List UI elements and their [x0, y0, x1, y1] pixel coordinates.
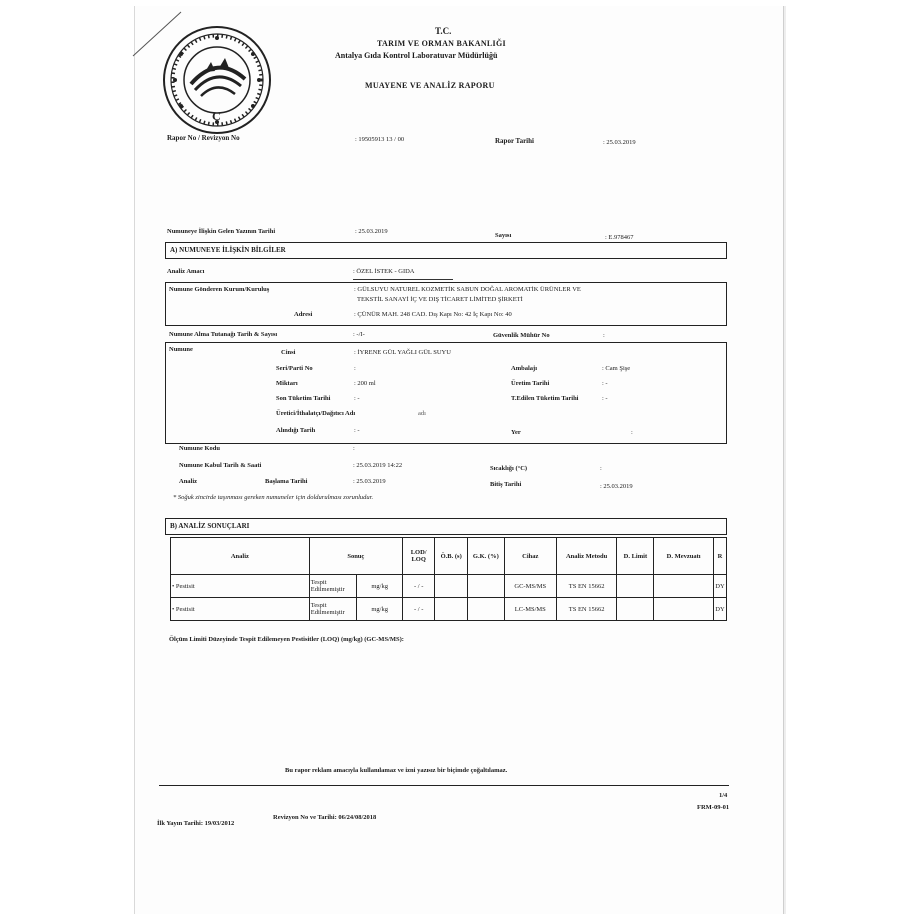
end-date-label: Bitiş Tarihi — [490, 481, 522, 488]
cell-regulation — [654, 575, 714, 598]
table-row — [171, 575, 727, 598]
start-date-value: : 25.03.2019 — [353, 478, 386, 485]
col-analysis: Analiz — [171, 538, 310, 575]
results-table — [170, 537, 727, 621]
emblem-letter: C — [212, 109, 221, 123]
col-lod-loq: LOD/ LOQ — [402, 538, 435, 575]
type-value: : İYRENE GÜL YAĞLI GÜL SUYU — [354, 349, 451, 356]
sample-label: Numune — [169, 346, 193, 353]
producer-label: Üretici/İthalatçı/Dağıtıcı Adı — [276, 410, 356, 417]
address-value: : ÇÜNÜR MAH. 248 CAD. Dış Kapı No: 42 İç Kapı No: 40 — [354, 311, 512, 318]
cell-limit — [617, 598, 654, 621]
arrival-date-value: : 25.03.2019 — [355, 228, 388, 235]
production-date-label: Üretim Tarihi — [511, 380, 550, 387]
acceptance-date-value: : 25.03.2019 14:22 — [353, 462, 403, 469]
purpose-underline — [353, 279, 453, 280]
cell-method: TS EN 15662 — [556, 575, 617, 598]
cell-regulation — [654, 598, 714, 621]
cell-lod: - / - — [402, 598, 435, 621]
best-before-value: : - — [602, 395, 608, 402]
arrival-number-label: Sayısı — [495, 232, 512, 239]
section-a-header — [165, 242, 727, 259]
col-device: Cihaz — [504, 538, 556, 575]
expiry-date-value: : - — [354, 395, 360, 402]
arrival-date-label: Numuneye İlişkin Gelen Yazının Tarihi — [167, 228, 276, 235]
report-date-label: Rapor Tarihi — [495, 137, 534, 145]
cell-lod: - / - — [402, 575, 435, 598]
sender-box — [165, 282, 727, 326]
col-result: Sonuç — [309, 538, 402, 575]
country-label: T.C. — [435, 26, 452, 36]
form-code: FRM-09-01 — [697, 804, 730, 811]
report-no-value: : 19505913 13 / 00 — [355, 136, 405, 143]
col-limit: D. Limit — [617, 538, 654, 575]
quantity-value: : 200 ml — [354, 380, 376, 387]
cell-r: DY — [713, 575, 726, 598]
cell-analysis: • Pestisit — [171, 598, 310, 621]
report-date-value: : 25.03.2019 — [603, 139, 636, 146]
best-before-label: T.Edilen Tüketim Tarihi — [511, 395, 579, 402]
section-b-title: B) ANALİZ SONUÇLARI — [170, 522, 250, 530]
analysis-label: Analiz — [179, 478, 198, 485]
cell-unit: mg/kg — [357, 598, 403, 621]
sender-label: Numune Gönderen Kurum/Kuruluş — [169, 286, 270, 293]
col-regulation: D. Mevzuatı — [654, 538, 714, 575]
producer-value: adı — [418, 410, 426, 417]
sample-code-value: : — [353, 445, 355, 452]
quantity-label: Miktarı — [276, 380, 298, 387]
page-number: 1/4 — [719, 792, 728, 799]
cell-ob — [435, 575, 468, 598]
cell-unit: mg/kg — [357, 575, 403, 598]
col-r: R — [713, 538, 726, 575]
place-label: Yer — [511, 429, 521, 436]
sender-value-line2: TEKSTİL SANAYİ İÇ VE DIŞ TİCARET LİMİTED ŞİRKETİ — [357, 296, 523, 303]
cell-result: Tespit Edilmemiştir — [309, 575, 357, 598]
table-row — [171, 598, 727, 621]
address-label: Adresi — [294, 311, 313, 318]
sample-details-box — [165, 342, 727, 444]
cell-limit — [617, 575, 654, 598]
usage-statement: Bu rapor reklam amacıyla kullanılamaz ve izni yazısız bir biçimde çoğaltılamaz. — [285, 767, 508, 774]
type-label: Cinsi — [281, 349, 296, 356]
results-header-row — [171, 538, 727, 575]
col-ob: Ö.B. (s) — [435, 538, 468, 575]
ministry-emblem-logo — [161, 24, 273, 136]
section-b-header — [165, 518, 727, 535]
start-date-label: Başlama Tarihi — [265, 478, 308, 485]
production-date-value: : - — [602, 380, 608, 387]
report-page — [134, 6, 784, 914]
report-title: MUAYENE VE ANALİZ RAPORU — [365, 81, 495, 90]
col-gk: G.K. (%) — [467, 538, 504, 575]
sender-value-line1: : GÜLSUYU NATUREL KOZMETİK SABUN DOĞAL AROMATİK ÜRÜNLER VE — [354, 286, 581, 293]
col-method: Analiz Metodu — [556, 538, 617, 575]
sample-code-label: Numune Kodu — [179, 445, 220, 452]
acceptance-date-label: Numune Kabul Tarih & Saati — [179, 462, 262, 469]
cell-gk — [467, 598, 504, 621]
received-date-label: Alındığı Tarih — [276, 427, 316, 434]
cold-chain-note: * Soğuk zincirde taşınması gereken numuneler için doldurulması zorunludur. — [173, 494, 374, 501]
temperature-value: : — [600, 465, 602, 472]
analysis-purpose-label: Analiz Amacı — [167, 268, 205, 275]
cell-device: GC-MS/MS — [504, 575, 556, 598]
end-date-value: : 25.03.2019 — [600, 483, 633, 490]
footer-divider — [159, 785, 729, 786]
cell-result: Tespit Edilmemiştir — [309, 598, 357, 621]
cell-r: DY — [713, 598, 726, 621]
packaging-value: : Cam Şişe — [602, 365, 631, 372]
sampling-protocol-label: Numune Alma Tutanağı Tarih & Sayısı — [169, 331, 278, 338]
security-seal-label: Güvenlik Mühür No — [493, 332, 550, 339]
directorate-name: Antalya Gıda Kontrol Laboratuvar Müdürlüğü — [335, 51, 498, 60]
lot-no-label: Seri/Parti No — [276, 365, 313, 372]
packaging-label: Ambalajı — [511, 365, 537, 372]
analysis-purpose-value: : ÖZEL İSTEK - GIDA — [353, 268, 415, 275]
report-no-label: Rapor No / Revizyon No — [167, 134, 240, 142]
ministry-name: TARIM VE ORMAN BAKANLIĞI — [377, 39, 506, 48]
section-a-title: A) NUMUNEYE İLİŞKİN BİLGİLER — [170, 246, 286, 254]
received-date-value: : - — [354, 427, 360, 434]
temperature-label: Sıcaklığı (°C) — [490, 465, 528, 472]
loq-footnote: Ölçüm Limiti Düzeyinde Tespit Edilemeyen Pestisitler (LOQ) (mg/kg) (GC-MS/MS): — [169, 636, 404, 643]
arrival-number-value: : E.978467 — [605, 234, 634, 241]
cell-method: TS EN 15662 — [556, 598, 617, 621]
cell-device: LC-MS/MS — [504, 598, 556, 621]
revision-info: Revizyon No ve Tarihi: 06/24/08/2018 — [273, 814, 377, 821]
place-value: : — [631, 429, 633, 436]
cell-gk — [467, 575, 504, 598]
expiry-date-label: Son Tüketim Tarihi — [276, 395, 331, 402]
first-publish-date: İlk Yayın Tarihi: 19/03/2012 — [157, 820, 235, 827]
cell-analysis: • Pestisit — [171, 575, 310, 598]
lot-no-value: : — [354, 365, 356, 372]
security-seal-value: : — [603, 332, 605, 339]
cell-ob — [435, 598, 468, 621]
sampling-protocol-value: : -/I- — [353, 331, 365, 338]
